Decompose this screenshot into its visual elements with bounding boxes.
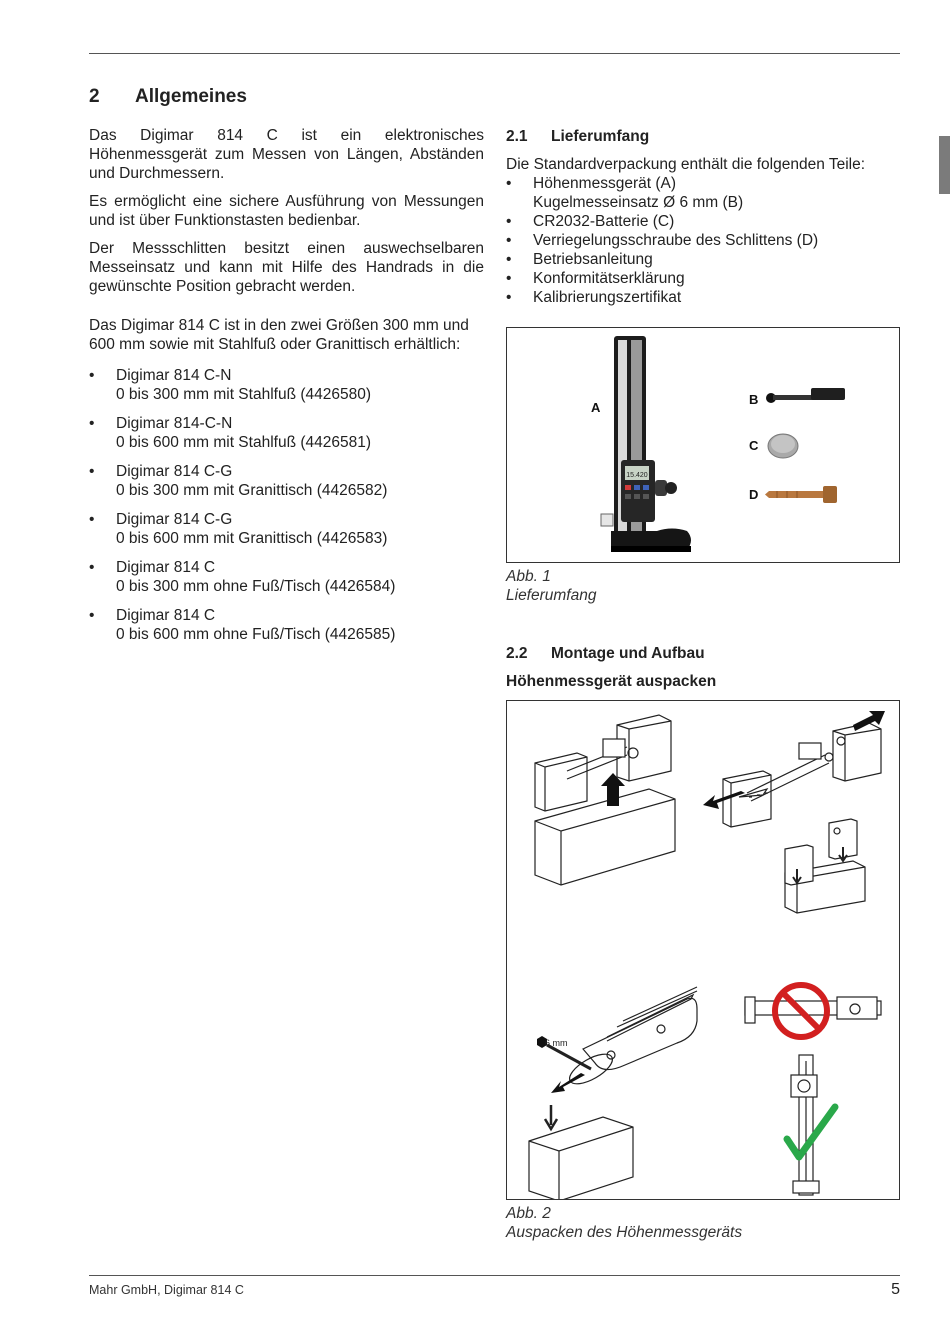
subsection-number: 2.1 xyxy=(506,128,528,145)
list-item xyxy=(506,250,900,269)
height-gauge-image xyxy=(601,336,691,552)
footer-company: Mahr GmbH, Digimar 814 C xyxy=(89,1283,244,1297)
list-item xyxy=(89,510,484,548)
item-line: Kalibrierungszertifikat xyxy=(533,289,682,306)
hex-size-label: 6 mm xyxy=(545,1038,568,1048)
variant-desc: 0 bis 600 mm ohne Fuß/Tisch (4426585) xyxy=(116,626,396,643)
intro-paragraph-4: Das Digimar 814 C ist in den zwei Größen 300 mm und 600 mm sowie mit Stahlfuß oder Granittisch erhältlich: xyxy=(89,317,469,353)
step-do-not-lay-flat xyxy=(745,985,881,1037)
subsection-heading xyxy=(506,127,900,146)
subsection-title: Montage und Aufbau xyxy=(551,645,705,662)
label-b: B xyxy=(749,392,759,407)
variant-desc: 0 bis 300 mm ohne Fuß/Tisch (4426584) xyxy=(116,578,396,595)
label-d: D xyxy=(749,487,759,502)
step-upright-ok xyxy=(787,1055,835,1195)
variant-desc: 0 bis 300 mm mit Stahlfuß (4426580) xyxy=(116,386,372,403)
list-item xyxy=(506,231,900,250)
delivery-section xyxy=(506,127,900,307)
variant-name: • Digimar 814-C-N xyxy=(116,415,233,432)
list-item xyxy=(506,288,900,307)
delivery-list xyxy=(506,174,900,307)
delivery-illustration xyxy=(507,328,899,562)
section-title: Allgemeines xyxy=(135,86,247,107)
locking-screw-image xyxy=(765,486,837,503)
step-remove-screw xyxy=(529,987,697,1199)
header-rule xyxy=(89,53,900,54)
variant-desc: 0 bis 300 mm mit Granittisch (4426582) xyxy=(116,482,388,499)
delivery-lead: Die Standardverpackung enthält die folgenden Teile: xyxy=(506,156,866,173)
variant-name: • Digimar 814 C xyxy=(116,607,216,624)
intro-paragraph-2: Es ermöglicht eine sichere Ausführung von Messungen und ist über Funktionstasten bedienbar. xyxy=(89,193,484,229)
list-item xyxy=(89,366,484,404)
figure-1-caption xyxy=(506,567,596,605)
section-number: 2 xyxy=(89,86,100,107)
variant-desc: 0 bis 600 mm mit Stahlfuß (4426581) xyxy=(116,434,372,451)
label-a: A xyxy=(591,400,601,415)
label-c: C xyxy=(749,438,759,453)
figure-2-caption xyxy=(506,1204,742,1242)
list-item xyxy=(506,212,900,231)
list-item xyxy=(89,558,484,596)
step-foam-into-box xyxy=(785,819,865,913)
step-remove-foam xyxy=(703,711,885,827)
stylus-image xyxy=(766,388,845,403)
left-column xyxy=(89,126,484,654)
list-item xyxy=(89,462,484,500)
list-item xyxy=(89,606,484,644)
variant-name: • Digimar 814 C-G xyxy=(116,511,233,528)
caption-number: Abb. 2 xyxy=(506,1205,551,1222)
caption-text: Auspacken des Höhenmessgeräts xyxy=(506,1224,743,1241)
subsection-number: 2.2 xyxy=(506,645,528,662)
assembly-section xyxy=(506,644,900,691)
page-number: 5 xyxy=(891,1281,900,1298)
battery-image xyxy=(768,434,798,458)
footer-rule xyxy=(89,1275,900,1276)
variant-name: • Digimar 814 C xyxy=(116,559,216,576)
step-lift-out xyxy=(535,715,675,885)
item-line: Betriebsanleitung xyxy=(533,251,653,268)
unpacking-heading: Höhenmessgerät auspacken xyxy=(506,673,717,690)
unpacking-figure xyxy=(506,700,900,1200)
display-reading: 15.420 xyxy=(626,472,648,479)
subsection-title: Lieferumfang xyxy=(551,128,650,145)
variant-name: • Digimar 814 C-N xyxy=(116,367,232,384)
list-item xyxy=(89,414,484,452)
intro-paragraph-3: Der Messschlitten besitzt einen auswechselbaren Messeinsatz und kann mit Hilfe des Handrads in die gewünschte Position gebracht werden. xyxy=(89,240,484,295)
item-line: Kugelmesseinsatz Ø 6 mm (B) xyxy=(533,194,744,211)
item-line: Konformitätserklärung xyxy=(533,270,685,287)
subsection-heading xyxy=(506,644,900,663)
delivery-figure xyxy=(506,327,900,563)
caption-text: Lieferumfang xyxy=(506,587,597,604)
section-heading xyxy=(89,86,247,108)
item-line: Verriegelungsschraube des Schlittens (D) xyxy=(533,232,819,249)
variant-desc: 0 bis 600 mm mit Granittisch (4426583) xyxy=(116,530,388,547)
list-item xyxy=(506,269,900,288)
variant-name: • Digimar 814 C-G xyxy=(116,463,233,480)
variant-list xyxy=(89,366,484,644)
intro-paragraph-1: Das Digimar 814 C ist ein elektronisches Höhenmessgerät zum Messen von Längen, Abständen und Durchmessern. xyxy=(89,127,484,182)
unpacking-illustration xyxy=(507,701,899,1199)
chapter-tab xyxy=(939,136,950,194)
caption-number: Abb. 1 xyxy=(506,568,551,585)
item-line: Höhenmessgerät (A) xyxy=(533,175,677,192)
list-item xyxy=(506,174,900,212)
item-line: CR2032-Batterie (C) xyxy=(533,213,675,230)
